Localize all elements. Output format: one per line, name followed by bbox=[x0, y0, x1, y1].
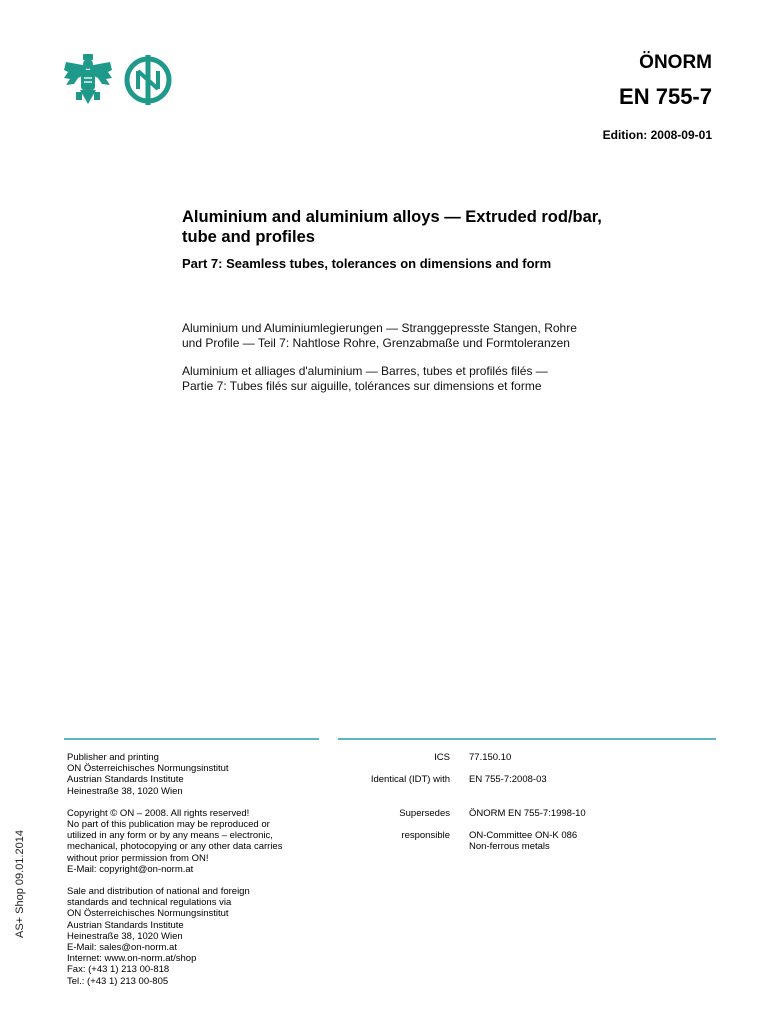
part-subtitle: Part 7: Seamless tubes, tolerances on dimensions and form bbox=[182, 256, 552, 271]
identical-value: EN 755-7:2008-03 bbox=[469, 774, 547, 785]
shop-stamp: AS+ Shop 09.01.2014 bbox=[14, 830, 26, 938]
publisher-block bbox=[67, 752, 327, 797]
copyright-line: Copyright © ON – 2008. All rights reserved! bbox=[67, 807, 250, 819]
german-title-line-1: Aluminium und Aluminiumlegierungen — Stranggepresste Stangen, Rohre bbox=[182, 321, 577, 335]
supersedes-value: ÖNORM EN 755-7:1998-10 bbox=[469, 808, 586, 819]
copyright-line: without prior permission from ON! bbox=[67, 852, 209, 864]
copyright-block bbox=[67, 808, 327, 875]
publisher-line: ON Österreichisches Normungsinstitut bbox=[67, 763, 229, 775]
copyright-line: E-Mail: copyright@on-norm.at bbox=[67, 863, 194, 875]
distribution-line: Internet: www.on-norm.at/shop bbox=[67, 953, 197, 965]
footer-divider-left bbox=[64, 738, 319, 740]
french-title-line-1: Aluminium et alliages d'aluminium — Barres, tubes et profilés filés — bbox=[182, 364, 548, 378]
responsible-value bbox=[469, 830, 577, 852]
responsible-label: responsible bbox=[401, 830, 450, 841]
title-line-1: Aluminium and aluminium alloys — Extruded rod/bar, bbox=[182, 208, 602, 226]
french-title bbox=[182, 364, 702, 394]
austrian-eagle-icon bbox=[62, 52, 114, 106]
distribution-line: ON Österreichisches Normungsinstitut bbox=[67, 908, 229, 920]
ics-label: ICS bbox=[434, 752, 450, 763]
title-line-2: tube and profiles bbox=[182, 228, 315, 246]
german-title-line-2: und Profile — Teil 7: Nahtlose Rohre, Grenzabmaße und Formtoleranzen bbox=[182, 336, 570, 350]
copyright-line: mechanical, photocopying or any other data carries bbox=[67, 841, 283, 853]
responsible-committee: ON-Committee ON-K 086 bbox=[469, 830, 578, 841]
distribution-line: E-Mail: sales@on-norm.at bbox=[67, 942, 177, 954]
publisher-info bbox=[67, 752, 327, 998]
copyright-line: utilized in any form or by any means – electronic, bbox=[67, 830, 273, 842]
responsible-subject: Non-ferrous metals bbox=[469, 841, 550, 853]
german-title bbox=[182, 321, 702, 351]
identical-label: Identical (IDT) with bbox=[370, 774, 450, 785]
distribution-line: Sale and distribution of national and foreign bbox=[67, 886, 250, 898]
supersedes-label: Supersedes bbox=[399, 808, 450, 819]
ics-value: 77.150.10 bbox=[469, 752, 512, 763]
copyright-line: No part of this publication may be reproduced or bbox=[67, 819, 270, 831]
edition-date: Edition: 2008-09-01 bbox=[602, 128, 712, 142]
distribution-line: Heinestraße 38, 1020 Wien bbox=[67, 930, 183, 942]
on-logo-icon bbox=[122, 54, 174, 106]
distribution-line: Austrian Standards Institute bbox=[67, 919, 184, 931]
onorm-brand: ÖNORM bbox=[639, 52, 712, 73]
french-title-line-2: Partie 7: Tubes filés sur aiguille, tolérances sur dimensions et forme bbox=[182, 379, 542, 393]
distribution-line: Tel.: (+43 1) 213 00-805 bbox=[67, 975, 169, 987]
publisher-line: Publisher and printing bbox=[67, 752, 159, 763]
distribution-line: standards and technical regulations via bbox=[67, 897, 232, 909]
document-title bbox=[182, 207, 682, 247]
footer-divider-right bbox=[338, 738, 716, 740]
standard-number: EN 755-7 bbox=[619, 84, 712, 109]
distribution-line: Fax: (+43 1) 213 00-818 bbox=[67, 964, 170, 976]
distribution-block bbox=[67, 886, 327, 987]
publisher-line: Austrian Standards Institute bbox=[67, 774, 184, 786]
publisher-line: Heinestraße 38, 1020 Wien bbox=[67, 785, 183, 797]
